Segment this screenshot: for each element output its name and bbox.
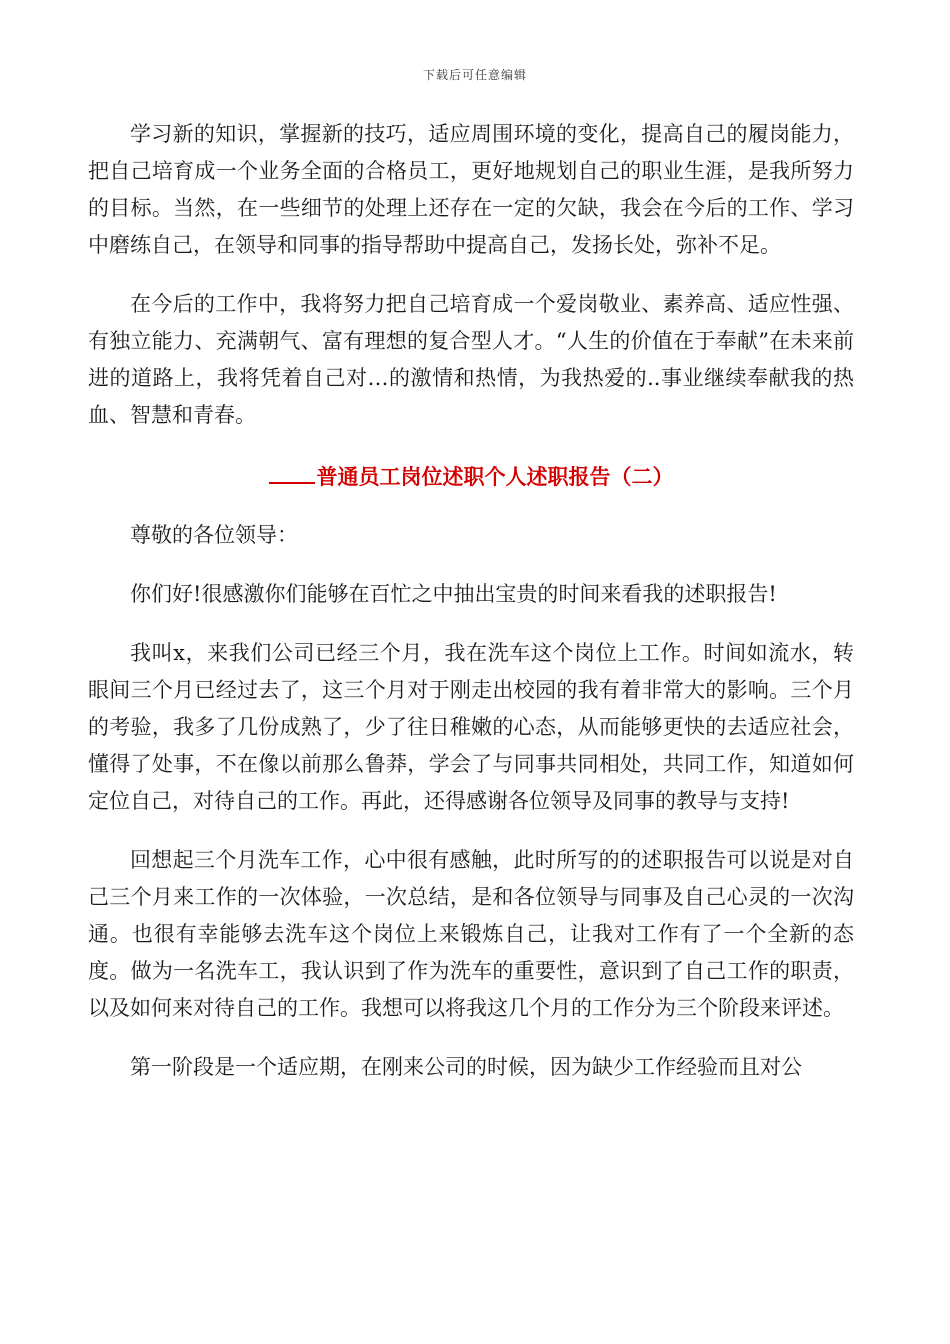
greeting: 你们好!很感激你们能够在百忙之中抽出宝贵的时间来看我的述职报告! (130, 582, 777, 606)
paragraph-1: 学习新的知识，掌握新的技巧，适应周围环境的变化，提高自己的履岗能力，把自己培育成一个业务全面的合格员工，更好地规划自己的职业生涯，是我所努力的目标。当然，在一些细节的处理上还存在一定的欠缺，我会在今后的工作、学习中磨练自己，在领导和同事的指导帮助中提高自己，发扬长处，弥补不足。 (88, 122, 854, 257)
section-title-text: 普通员工岗位述职个人述职报告（二） (316, 464, 674, 489)
paragraph-2: 在今后的工作中，我将努力把自己培育成一个爱岗敬业、素养高、适应性强、有独立能力、充满朝气、富有理想的复合型人才。“人生的价值在于奉献”在未来前进的道路上，我将凭着自己对…的激情和热情，为我热爱的..事业继续奉献我的热血、智慧和青春。 (88, 292, 854, 427)
section-title (88, 456, 854, 495)
document-body (88, 116, 854, 1108)
title-blank-underline (269, 456, 315, 484)
paragraph-5: 第一阶段是一个适应期，在刚来公司的时候，因为缺少工作经验而且对公 (130, 1055, 802, 1079)
page-header-note: 下载后可任意编辑 (422, 68, 527, 82)
salutation: 尊敬的各位领导： (130, 523, 298, 547)
paragraph-4: 回想起三个月洗车工作，心中很有感触，此时所写的的述职报告可以说是对自己三个月来工作的一次体验，一次总结，是和各位领导与同事及自己心灵的一次沟通。也很有幸能够去洗车这个岗位上来锻炼自己，让我对工作有了一个全新的态度。做为一名洗车工，我认识到了作为洗车的重要性，意识到了自己工作的职责，以及如何来对待自己的工作。我想可以将我这几个月的工作分为三个阶段来评述。 (88, 848, 854, 1020)
paragraph-3: 我叫x，来我们公司已经三个月，我在洗车这个岗位上工作。时间如流水，转眼间三个月已经过去了，这三个月对于刚走出校园的我有着非常大的影响。三个月的考验，我多了几份成熟了，少了往日稚嫩的心态，从而能够更快的去适应社会，懂得了处事，不在像以前那么鲁莽，学会了与同事共同相处，共同工作，知道如何定位自己，对待自己的工作。再此，还得感谢各位领导及同事的教导与支持! (88, 641, 854, 813)
